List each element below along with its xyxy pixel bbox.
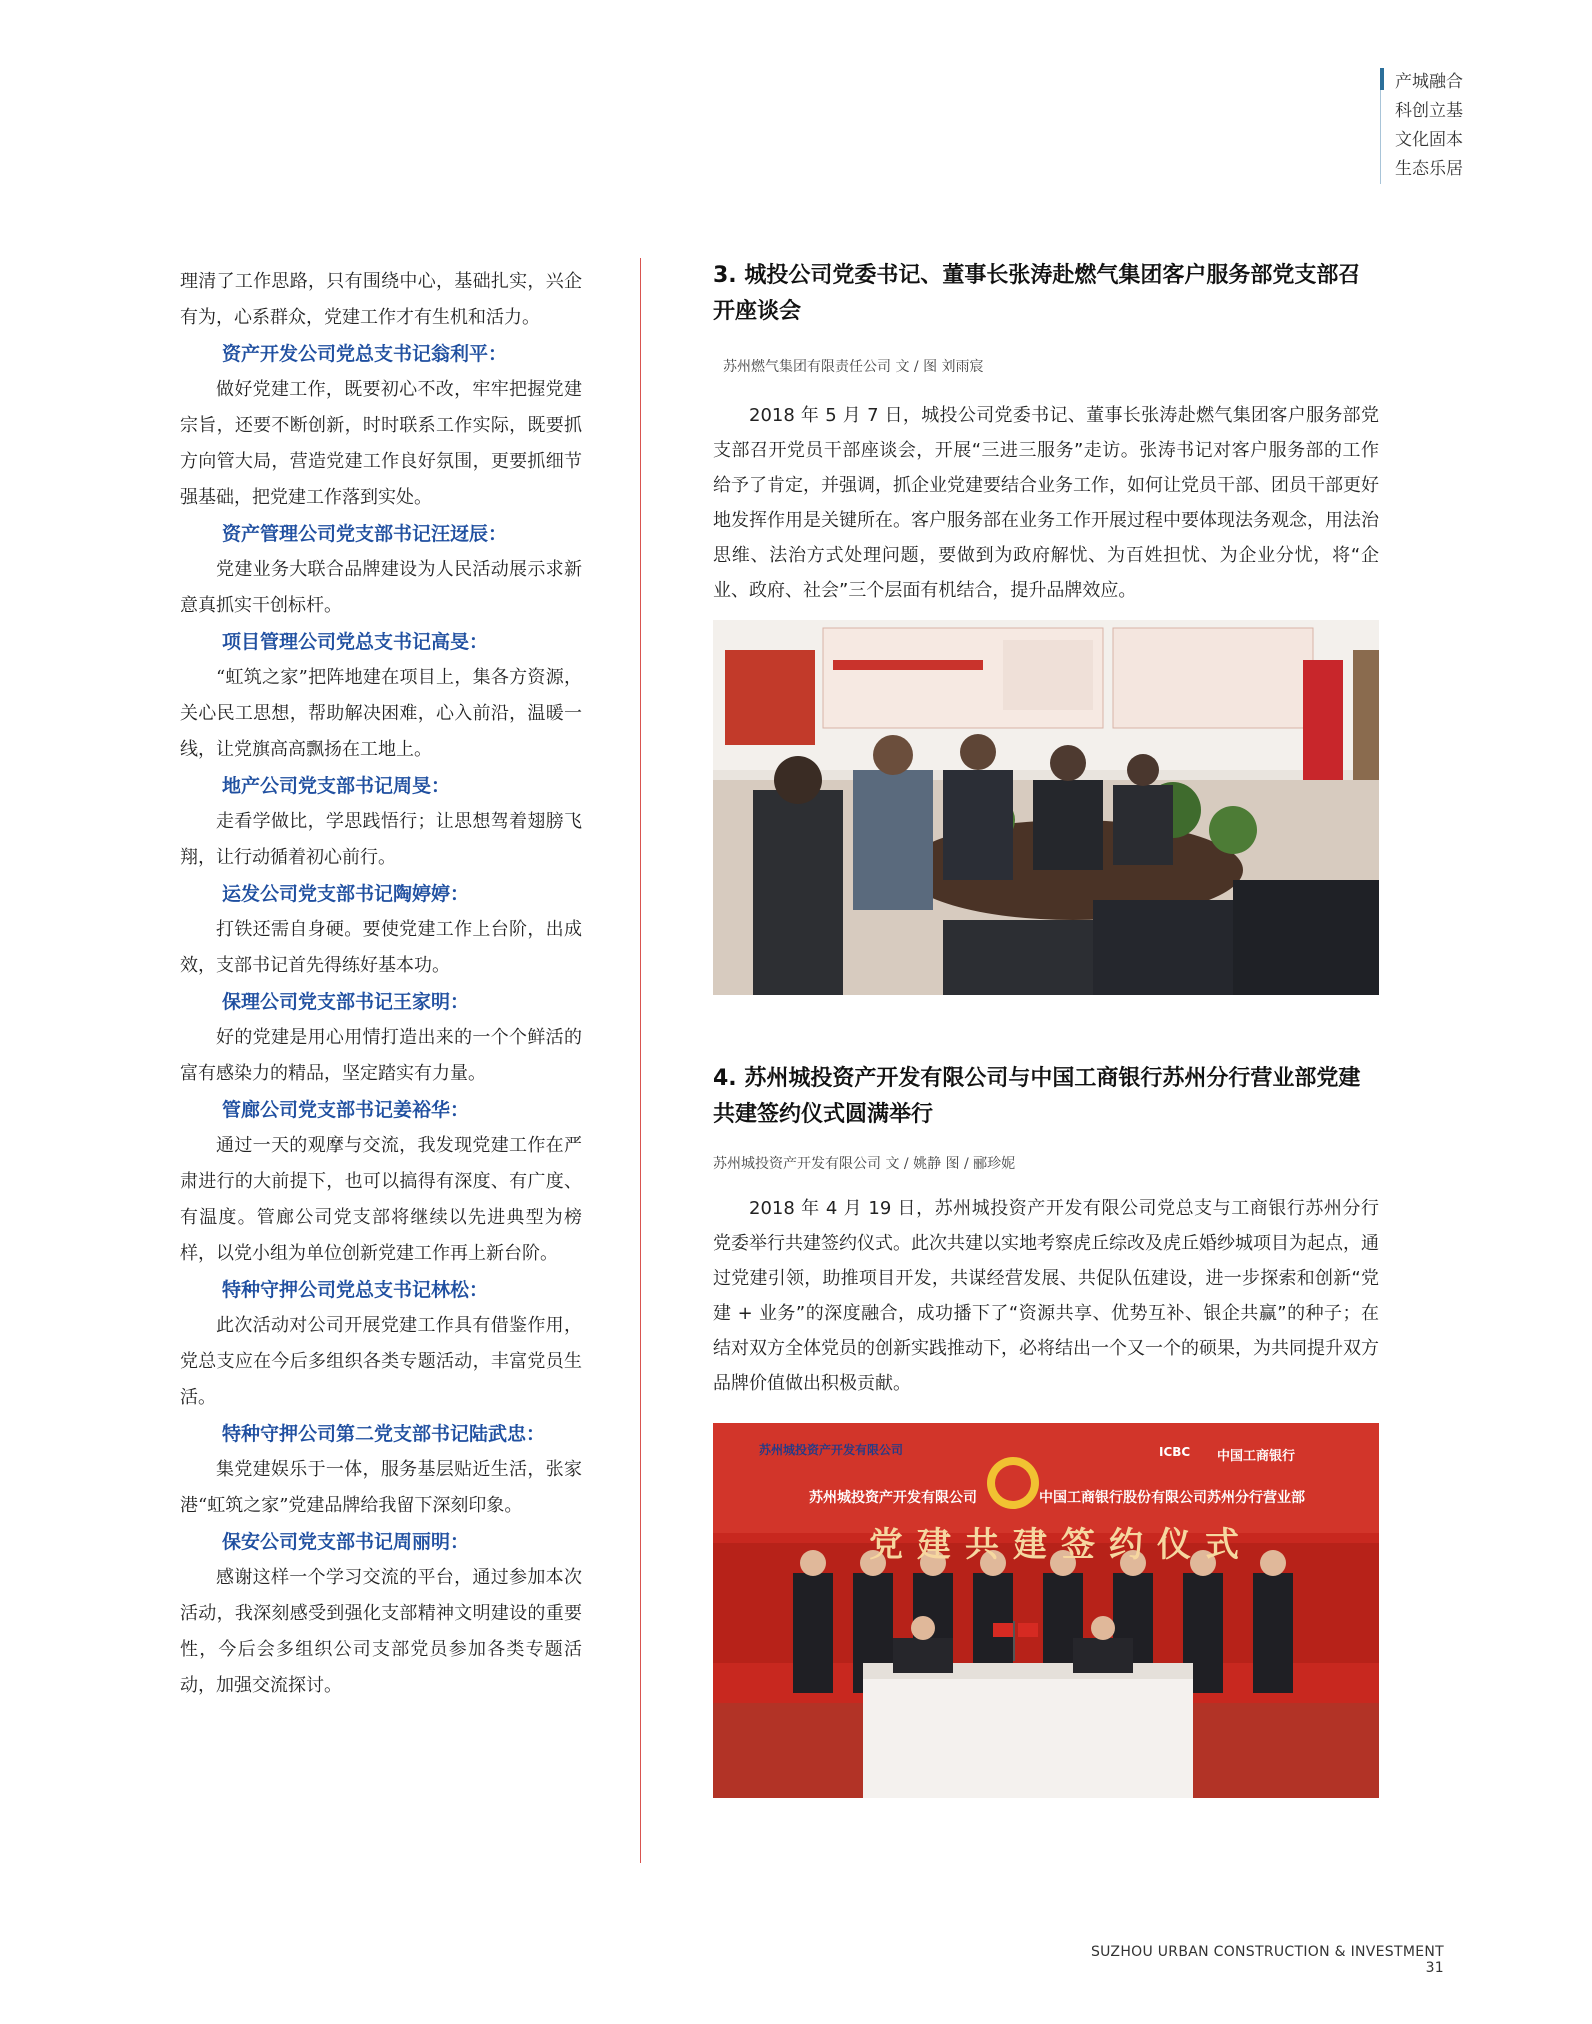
quote-paragraph: 党建业务大联合品牌建设为人民活动展示求新意真抓实干创标杆。 (180, 559, 582, 616)
tagline-item: 文化固本 (1395, 130, 1463, 150)
tagline-item: 科创立基 (1395, 101, 1463, 121)
quote-paragraph: 做好党建工作，既要初心不改，牢牢把握党建宗旨，还要不断创新，时时联系工作实际，既要抓方向管大局，营造党建工作良好氛围，更要抓细节强基础，把党建工作落到实处。 (180, 379, 582, 508)
article-4-body: 2018 年 4 月 19 日，苏州城投资产开发有限公司党总支与工商银行苏州分行党委举行共建签约仪式。此次共建以实地考察虎丘综改及虎丘婚纱城项目为起点，通过党建引领，助推项目开发，共谋经营发展、共促队伍建设，进一步探索和创新“党建 + 业务”的深度融合，成功播下了“资源共享、优势互补、银企共赢”的种子；在结对双方全体党员的创新实践推动下，必将结出一个又一个的硕果，为共同提升双方品牌价值做出积极贡献。 (713, 1198, 1379, 1394)
article-3-title: 3. 城投公司党委书记、董事长张涛赴燃气集团客户服务部党支部召开座谈会 (713, 263, 1361, 324)
tagline-item: 生态乐居 (1395, 159, 1463, 179)
meeting-photo (713, 620, 1379, 995)
speaker-heading: 管廊公司党支部书记姜裕华： (222, 1099, 470, 1121)
quote-paragraph: 好的党建是用心用情打造出来的一个个鲜活的富有感染力的精品，坚定踏实有力量。 (180, 1027, 582, 1084)
magazine-name: SUZHOU URBAN CONSTRUCTION & INVESTMENT (1090, 1944, 1444, 1960)
speaker-heading: 资产管理公司党支部书记汪迓辰： (222, 523, 508, 545)
section-tagline (1380, 68, 1571, 184)
quote-paragraph: 打铁还需自身硬。要使党建工作上台阶，出成效，支部书记首先得练好基本功。 (180, 919, 582, 976)
speaker-heading: 保安公司党支部书记周丽明： (222, 1531, 470, 1553)
article-4-byline: 苏州城投资产开发有限公司 文 / 姚静 图 / 郦珍妮 (713, 1156, 1016, 1172)
right-column (713, 258, 1379, 1798)
quote-paragraph: 此次活动对公司开展党建工作具有借鉴作用，党总支应在今后多组织各类专题活动，丰富党员生活。 (180, 1315, 582, 1408)
page-footer (1084, 1944, 1444, 1976)
icbc-logo-text: ICBC (1159, 1445, 1191, 1459)
banner-line-1: 苏州城投资产开发有限公司 (809, 1490, 977, 1506)
left-column-quotes (180, 264, 582, 1704)
speaker-heading: 保理公司党支部书记王家明： (222, 991, 470, 1013)
column-divider (640, 258, 641, 1863)
quote-paragraph: 集党建娱乐于一体，服务基层贴近生活，张家港“虹筑之家”党建品牌给我留下深刻印象。 (180, 1459, 582, 1516)
quote-paragraph: 感谢这样一个学习交流的平台，通过参加本次活动，我深刻感受到强化支部精神文明建设的重要性，今后会多组织公司支部党员参加各类专题活动，加强交流探讨。 (180, 1567, 582, 1696)
article-3-body: 2018 年 5 月 7 日，城投公司党委书记、董事长张涛赴燃气集团客户服务部党支部召开党员干部座谈会，开展“三进三服务”走访。张涛书记对客户服务部的工作给予了肯定，并强调，抓企业党建要结合业务工作，如何让党员干部、团员干部更好地发挥作用是关键所在。客户服务部在业务工作开展过程中要体现法务观念，用法治思维、法治方式处理问题，要做到为政府解忧、为百姓担忧、为企业分忧，将“企业、政府、社会”三个层面有机结合，提升品牌效应。 (713, 405, 1379, 601)
quote-paragraph: 走看学做比，学思践悟行；让思想驾着翅膀飞翔，让行动循着初心前行。 (180, 811, 582, 868)
article-4-title: 4. 苏州城投资产开发有限公司与中国工商银行苏州分行营业部党建共建签约仪式圆满举行 (713, 1066, 1361, 1127)
quote-paragraph: “虹筑之家”把阵地建在项目上，集各方资源，关心民工思想，帮助解决困难，心入前沿，温暖一线，让党旗高高飘扬在工地上。 (180, 667, 582, 760)
article-4-photo (713, 1423, 1379, 1798)
page-number: 31 (1425, 1960, 1444, 1976)
quote-paragraph: 通过一天的观摩与交流，我发现党建工作在严肃进行的大前提下，也可以搞得有深度、有广度、有温度。管廊公司党支部将继续以先进典型为榜样，以党小组为单位创新党建工作再上新台阶。 (180, 1135, 582, 1264)
tagline-item: 产城融合 (1395, 72, 1463, 92)
article-3-byline: 苏州燃气集团有限责任公司 文 / 图 刘雨宸 (723, 359, 984, 375)
speaker-heading: 特种守押公司党总支书记林松： (222, 1279, 489, 1301)
icbc-name: 中国工商银行 (1217, 1449, 1296, 1464)
banner-ceremony-title: 党建共建签约仪式 (869, 1525, 1253, 1565)
tagline-accent-bar (1380, 68, 1384, 90)
speaker-heading: 项目管理公司党总支书记高旻： (222, 631, 489, 653)
article-3-photo (713, 620, 1379, 995)
banner-line-2: 中国工商银行股份有限公司苏州分行营业部 (1039, 1490, 1305, 1506)
banner-company-logo-text: 苏州城投资产开发有限公司 (759, 1443, 904, 1457)
speaker-heading: 特种守押公司第二党支部书记陆武忠： (222, 1423, 546, 1445)
speaker-heading: 地产公司党支部书记周旻： (222, 775, 451, 797)
signing-ceremony-photo (713, 1423, 1379, 1798)
quote-paragraph: 理清了工作思路，只有围绕中心，基础扎实，兴企有为，心系群众，党建工作才有生机和活力。 (180, 271, 582, 328)
speaker-heading: 运发公司党支部书记陶婷婷： (222, 883, 470, 905)
speaker-heading: 资产开发公司党总支书记翁利平： (222, 343, 508, 365)
